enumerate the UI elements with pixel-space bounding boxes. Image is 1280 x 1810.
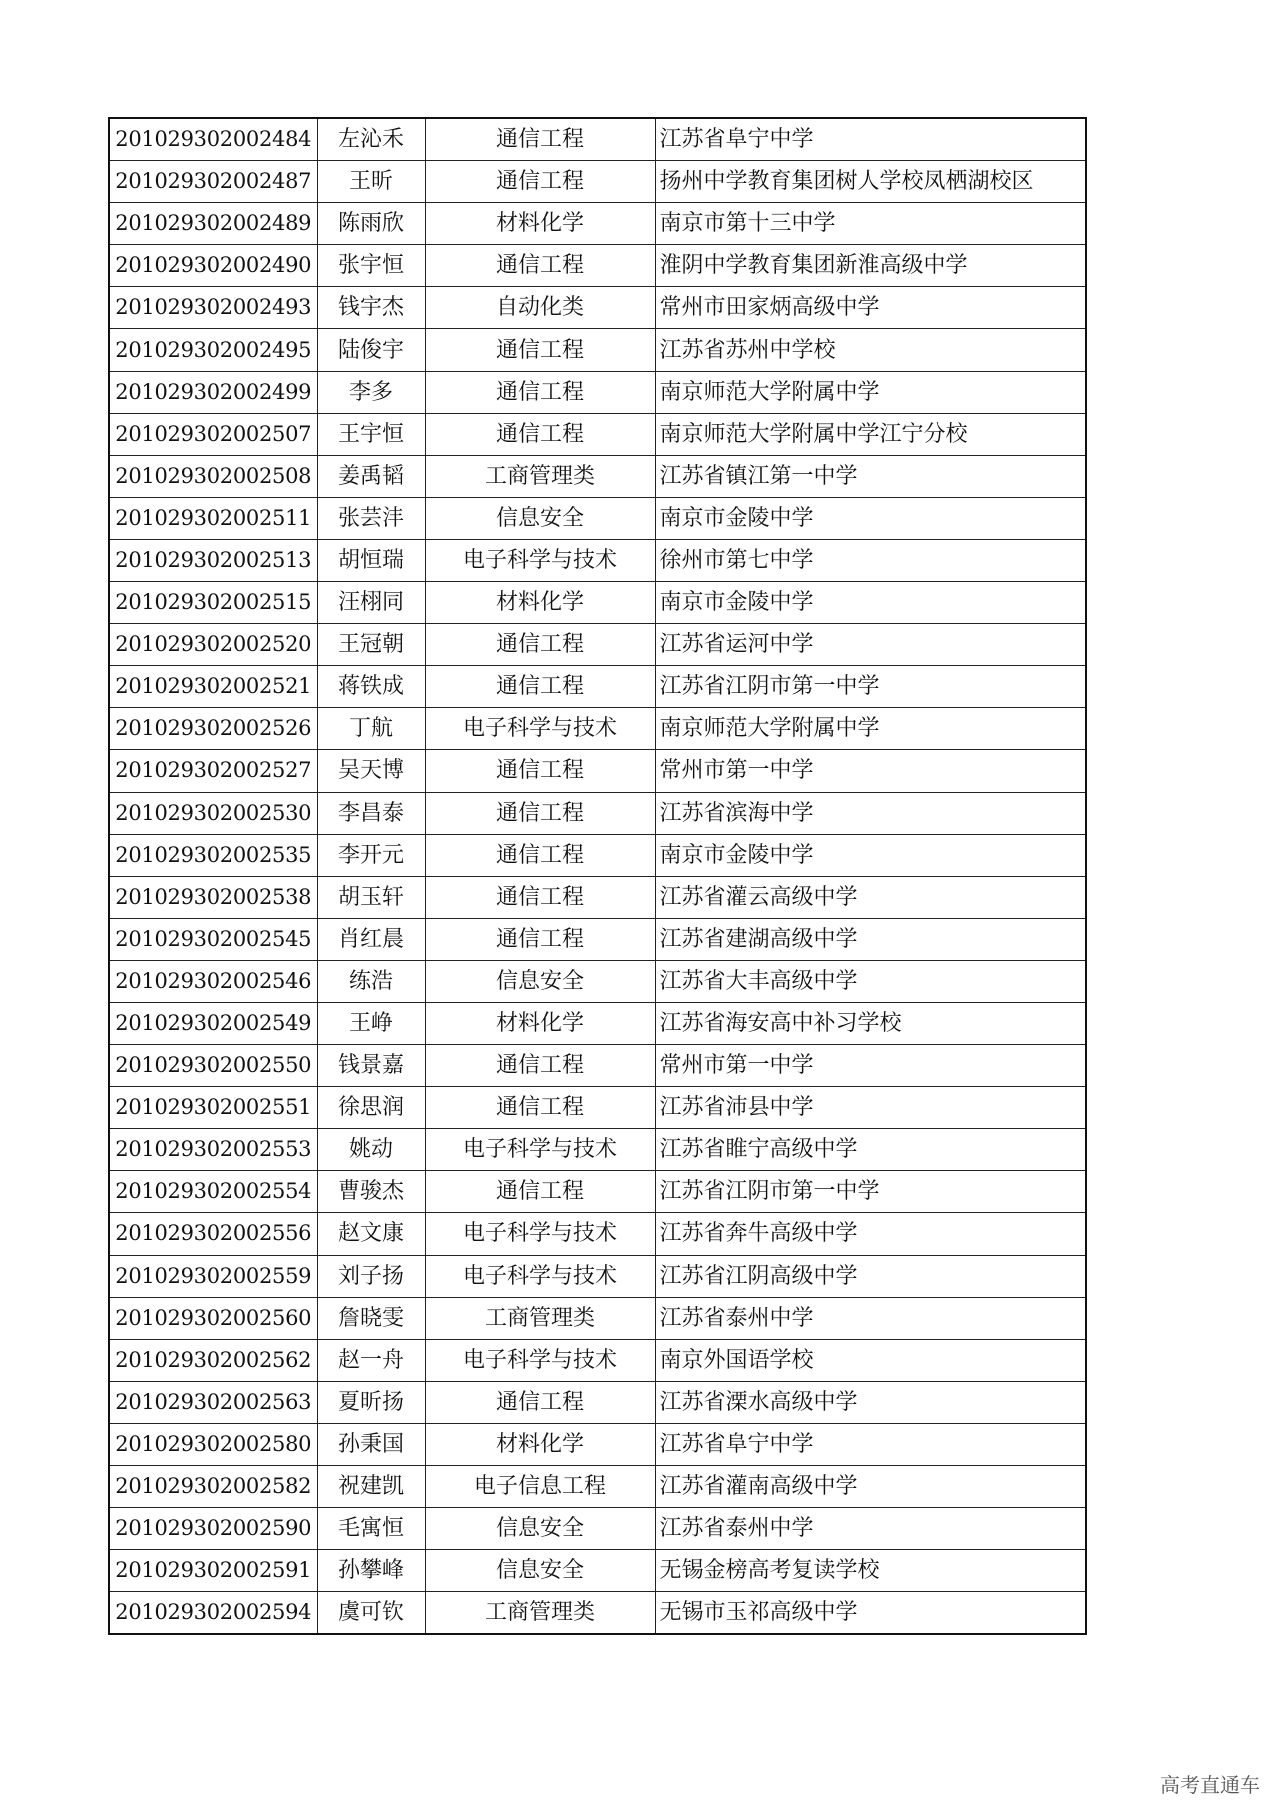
exam-number-cell: 201029302002594	[109, 1592, 317, 1635]
table-row	[109, 203, 1086, 245]
exam-number-cell: 201029302002563	[109, 1381, 317, 1423]
student-name-cell: 毛寓恒	[317, 1508, 425, 1550]
school-cell: 江苏省溧水高级中学	[655, 1381, 1086, 1423]
table-body	[109, 118, 1086, 1634]
table-row	[109, 1171, 1086, 1213]
exam-number-cell: 201029302002521	[109, 666, 317, 708]
table-row	[109, 624, 1086, 666]
exam-number-cell: 201029302002546	[109, 960, 317, 1002]
student-name-cell: 吴天博	[317, 750, 425, 792]
exam-number-cell: 201029302002526	[109, 708, 317, 750]
table-row	[109, 245, 1086, 287]
school-cell: 南京师范大学附属中学	[655, 371, 1086, 413]
major-cell: 通信工程	[425, 1087, 655, 1129]
table-row	[109, 413, 1086, 455]
table-row	[109, 1045, 1086, 1087]
table-row	[109, 287, 1086, 329]
exam-number-cell: 201029302002562	[109, 1339, 317, 1381]
school-cell: 南京师范大学附属中学江宁分校	[655, 413, 1086, 455]
student-name-cell: 王峥	[317, 1002, 425, 1044]
school-cell: 南京市金陵中学	[655, 497, 1086, 539]
student-name-cell: 陆俊宇	[317, 329, 425, 371]
student-name-cell: 虞可钦	[317, 1592, 425, 1635]
student-name-cell: 刘子扬	[317, 1255, 425, 1297]
student-name-cell: 肖红晨	[317, 918, 425, 960]
exam-number-cell: 201029302002499	[109, 371, 317, 413]
student-name-cell: 张宇恒	[317, 245, 425, 287]
exam-number-cell: 201029302002560	[109, 1297, 317, 1339]
exam-number-cell: 201029302002535	[109, 834, 317, 876]
table-row	[109, 1297, 1086, 1339]
table-row	[109, 1339, 1086, 1381]
exam-number-cell: 201029302002493	[109, 287, 317, 329]
table-row	[109, 1466, 1086, 1508]
student-name-cell: 王冠朝	[317, 624, 425, 666]
major-cell: 通信工程	[425, 624, 655, 666]
table-row	[109, 497, 1086, 539]
student-name-cell: 汪栩同	[317, 582, 425, 624]
table-row	[109, 666, 1086, 708]
student-name-cell: 蒋铁成	[317, 666, 425, 708]
exam-number-cell: 201029302002513	[109, 539, 317, 581]
exam-number-cell: 201029302002549	[109, 1002, 317, 1044]
student-name-cell: 姚动	[317, 1129, 425, 1171]
table-row	[109, 1129, 1086, 1171]
school-cell: 江苏省灌云高级中学	[655, 876, 1086, 918]
school-cell: 南京市金陵中学	[655, 834, 1086, 876]
exam-number-cell: 201029302002553	[109, 1129, 317, 1171]
major-cell: 工商管理类	[425, 1592, 655, 1635]
student-name-cell: 祝建凯	[317, 1466, 425, 1508]
exam-number-cell: 201029302002559	[109, 1255, 317, 1297]
table-row	[109, 750, 1086, 792]
table-row	[109, 1508, 1086, 1550]
student-name-cell: 练浩	[317, 960, 425, 1002]
school-cell: 江苏省江阴高级中学	[655, 1255, 1086, 1297]
table-row	[109, 834, 1086, 876]
exam-number-cell: 201029302002551	[109, 1087, 317, 1129]
school-cell: 南京市第十三中学	[655, 203, 1086, 245]
student-name-cell: 曹骏杰	[317, 1171, 425, 1213]
table-row	[109, 1592, 1086, 1635]
school-cell: 江苏省运河中学	[655, 624, 1086, 666]
exam-number-cell: 201029302002554	[109, 1171, 317, 1213]
major-cell: 工商管理类	[425, 1297, 655, 1339]
table-row	[109, 960, 1086, 1002]
major-cell: 材料化学	[425, 203, 655, 245]
student-name-cell: 赵文康	[317, 1213, 425, 1255]
student-name-cell: 陈雨欣	[317, 203, 425, 245]
exam-number-cell: 201029302002590	[109, 1508, 317, 1550]
student-name-cell: 赵一舟	[317, 1339, 425, 1381]
student-name-cell: 钱景嘉	[317, 1045, 425, 1087]
exam-number-cell: 201029302002538	[109, 876, 317, 918]
exam-number-cell: 201029302002550	[109, 1045, 317, 1087]
school-cell: 常州市第一中学	[655, 1045, 1086, 1087]
exam-number-cell: 201029302002495	[109, 329, 317, 371]
table-row	[109, 118, 1086, 161]
major-cell: 电子科学与技术	[425, 1129, 655, 1171]
major-cell: 材料化学	[425, 1002, 655, 1044]
student-name-cell: 王昕	[317, 161, 425, 203]
major-cell: 电子科学与技术	[425, 1339, 655, 1381]
exam-number-cell: 201029302002527	[109, 750, 317, 792]
student-name-cell: 左沁禾	[317, 118, 425, 161]
major-cell: 通信工程	[425, 1171, 655, 1213]
exam-number-cell: 201029302002489	[109, 203, 317, 245]
exam-number-cell: 201029302002591	[109, 1550, 317, 1592]
exam-number-cell: 201029302002511	[109, 497, 317, 539]
major-cell: 电子科学与技术	[425, 708, 655, 750]
school-cell: 常州市田家炳高级中学	[655, 287, 1086, 329]
major-cell: 材料化学	[425, 582, 655, 624]
student-name-cell: 李开元	[317, 834, 425, 876]
table-row	[109, 1381, 1086, 1423]
major-cell: 通信工程	[425, 161, 655, 203]
school-cell: 江苏省建湖高级中学	[655, 918, 1086, 960]
school-cell: 常州市第一中学	[655, 750, 1086, 792]
exam-number-cell: 201029302002545	[109, 918, 317, 960]
student-name-cell: 姜禹韬	[317, 455, 425, 497]
exam-number-cell: 201029302002484	[109, 118, 317, 161]
exam-number-cell: 201029302002520	[109, 624, 317, 666]
table-row	[109, 792, 1086, 834]
exam-number-cell: 201029302002580	[109, 1423, 317, 1465]
major-cell: 通信工程	[425, 876, 655, 918]
student-name-cell: 李昌泰	[317, 792, 425, 834]
table-row	[109, 1002, 1086, 1044]
major-cell: 通信工程	[425, 834, 655, 876]
student-name-cell: 钱宇杰	[317, 287, 425, 329]
table-row	[109, 1423, 1086, 1465]
major-cell: 通信工程	[425, 371, 655, 413]
school-cell: 江苏省灌南高级中学	[655, 1466, 1086, 1508]
major-cell: 电子信息工程	[425, 1466, 655, 1508]
major-cell: 信息安全	[425, 1550, 655, 1592]
student-name-cell: 孙攀峰	[317, 1550, 425, 1592]
table-row	[109, 539, 1086, 581]
major-cell: 通信工程	[425, 329, 655, 371]
exam-number-cell: 201029302002490	[109, 245, 317, 287]
major-cell: 通信工程	[425, 918, 655, 960]
major-cell: 电子科学与技术	[425, 539, 655, 581]
major-cell: 通信工程	[425, 750, 655, 792]
major-cell: 工商管理类	[425, 455, 655, 497]
student-name-cell: 夏昕扬	[317, 1381, 425, 1423]
school-cell: 江苏省阜宁中学	[655, 118, 1086, 161]
major-cell: 信息安全	[425, 1508, 655, 1550]
major-cell: 通信工程	[425, 792, 655, 834]
school-cell: 无锡市玉祁高级中学	[655, 1592, 1086, 1635]
exam-number-cell: 201029302002556	[109, 1213, 317, 1255]
school-cell: 江苏省睢宁高级中学	[655, 1129, 1086, 1171]
student-name-cell: 王宇恒	[317, 413, 425, 455]
school-cell: 淮阴中学教育集团新淮高级中学	[655, 245, 1086, 287]
exam-number-cell: 201029302002507	[109, 413, 317, 455]
school-cell: 江苏省江阴市第一中学	[655, 666, 1086, 708]
major-cell: 信息安全	[425, 497, 655, 539]
table-row	[109, 329, 1086, 371]
major-cell: 自动化类	[425, 287, 655, 329]
student-name-cell: 徐思润	[317, 1087, 425, 1129]
student-name-cell: 胡玉轩	[317, 876, 425, 918]
student-name-cell: 丁航	[317, 708, 425, 750]
student-name-cell: 张芸沣	[317, 497, 425, 539]
school-cell: 江苏省江阴市第一中学	[655, 1171, 1086, 1213]
school-cell: 江苏省泰州中学	[655, 1297, 1086, 1339]
major-cell: 通信工程	[425, 118, 655, 161]
school-cell: 江苏省泰州中学	[655, 1508, 1086, 1550]
exam-number-cell: 201029302002582	[109, 1466, 317, 1508]
watermark-text: 高考直通车	[1160, 1773, 1260, 1797]
table-row	[109, 1087, 1086, 1129]
student-name-cell: 孙秉国	[317, 1423, 425, 1465]
table-row	[109, 1255, 1086, 1297]
table-row	[109, 455, 1086, 497]
student-name-cell: 胡恒瑞	[317, 539, 425, 581]
school-cell: 徐州市第七中学	[655, 539, 1086, 581]
school-cell: 江苏省海安高中补习学校	[655, 1002, 1086, 1044]
major-cell: 通信工程	[425, 245, 655, 287]
table-row	[109, 582, 1086, 624]
major-cell: 通信工程	[425, 1381, 655, 1423]
major-cell: 通信工程	[425, 666, 655, 708]
exam-number-cell: 201029302002487	[109, 161, 317, 203]
major-cell: 电子科学与技术	[425, 1255, 655, 1297]
table-row	[109, 161, 1086, 203]
exam-number-cell: 201029302002530	[109, 792, 317, 834]
major-cell: 通信工程	[425, 413, 655, 455]
exam-number-cell: 201029302002508	[109, 455, 317, 497]
student-name-cell: 李多	[317, 371, 425, 413]
school-cell: 南京外国语学校	[655, 1339, 1086, 1381]
exam-number-cell: 201029302002515	[109, 582, 317, 624]
school-cell: 江苏省滨海中学	[655, 792, 1086, 834]
school-cell: 扬州中学教育集团树人学校凤栖湖校区	[655, 161, 1086, 203]
school-cell: 江苏省镇江第一中学	[655, 455, 1086, 497]
school-cell: 南京师范大学附属中学	[655, 708, 1086, 750]
school-cell: 江苏省苏州中学校	[655, 329, 1086, 371]
admission-list-table	[108, 117, 1087, 1635]
school-cell: 江苏省阜宁中学	[655, 1423, 1086, 1465]
school-cell: 江苏省奔牛高级中学	[655, 1213, 1086, 1255]
table-row	[109, 708, 1086, 750]
school-cell: 南京市金陵中学	[655, 582, 1086, 624]
major-cell: 信息安全	[425, 960, 655, 1002]
student-name-cell: 詹晓雯	[317, 1297, 425, 1339]
school-cell: 江苏省沛县中学	[655, 1087, 1086, 1129]
table-row	[109, 371, 1086, 413]
school-cell: 无锡金榜高考复读学校	[655, 1550, 1086, 1592]
major-cell: 通信工程	[425, 1045, 655, 1087]
school-cell: 江苏省大丰高级中学	[655, 960, 1086, 1002]
major-cell: 电子科学与技术	[425, 1213, 655, 1255]
table-row	[109, 1213, 1086, 1255]
major-cell: 材料化学	[425, 1423, 655, 1465]
table-row	[109, 1550, 1086, 1592]
table-row	[109, 918, 1086, 960]
table-row	[109, 876, 1086, 918]
